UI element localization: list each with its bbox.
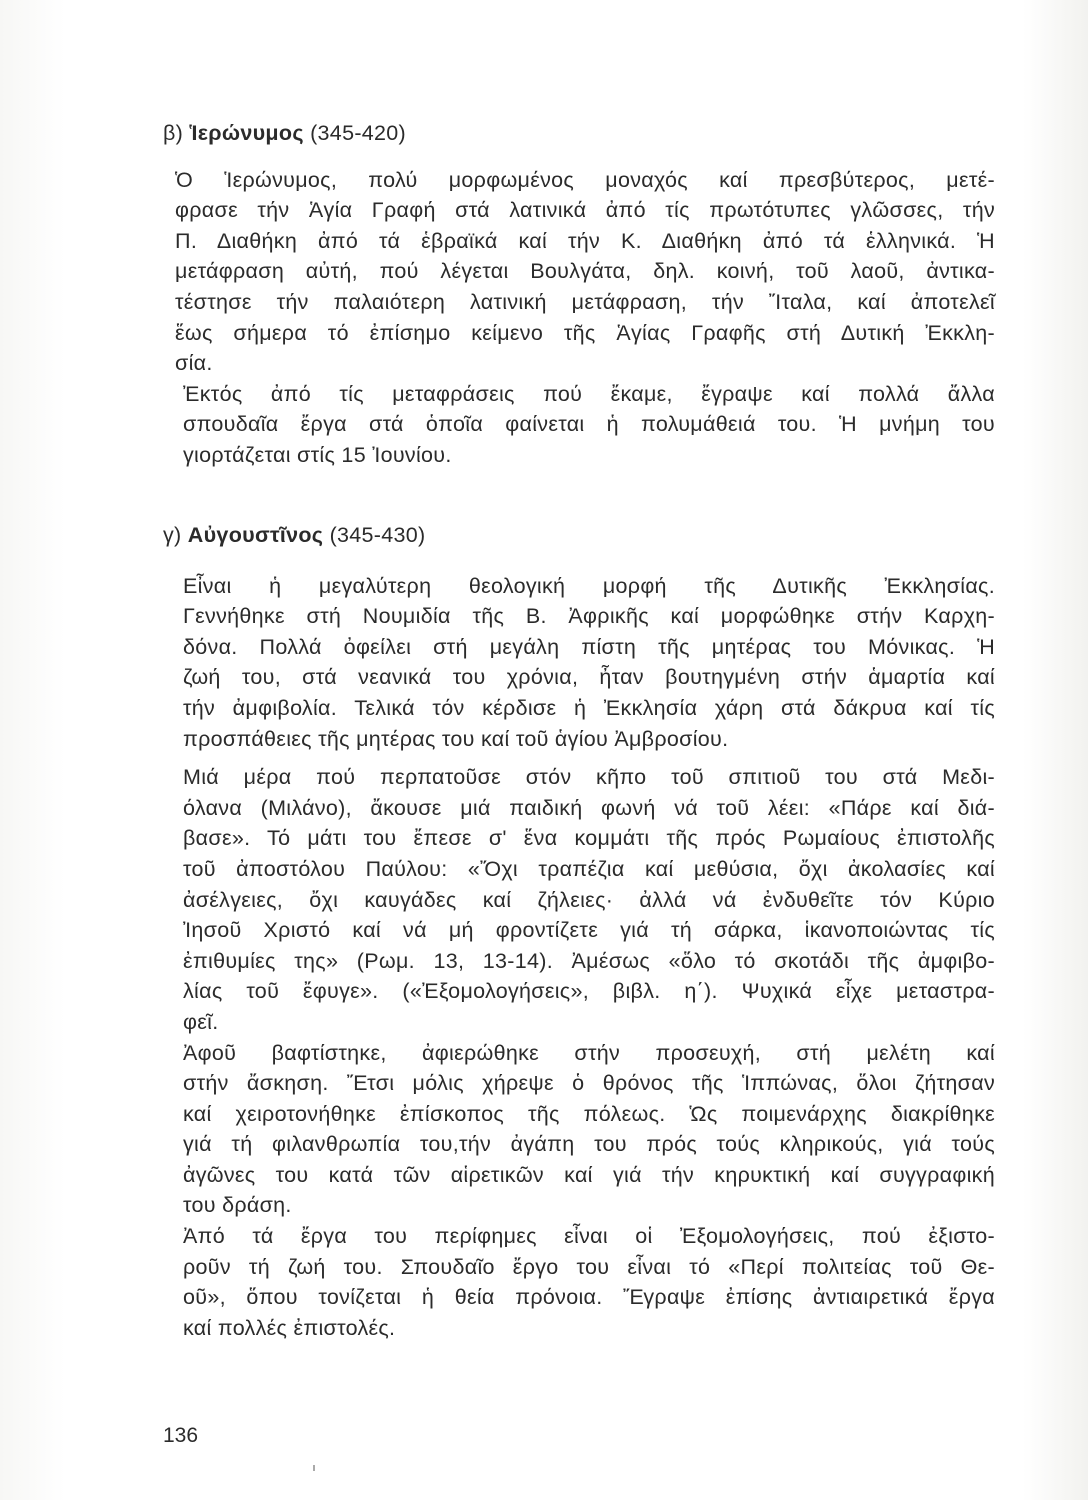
section-marker: β) <box>163 121 184 145</box>
text-line: τοῦ ἀποστόλου Παύλου: «Ὄχι τραπέζια καί μεθύσια, ὄχι ἀκολασίες καί <box>183 856 995 881</box>
text-line: στήν ἄσκηση. Ἔτσι μόλις χήρεψε ὁ θρόνος τῆς Ἱππώνας, ὅλοι ζήτησαν <box>183 1071 995 1096</box>
text-line: ζωή του, στά νεανικά του χρόνια, ἦταν βουτηγμένη στήν ἁμαρτία καί <box>183 665 995 690</box>
text-line: γιορτάζεται στίς 15 Ἰουνίου. <box>183 442 452 467</box>
paragraph <box>163 571 995 755</box>
text-line: Ἐκτός ἀπό τίς μεταφράσεις πού ἔκαμε, ἔγραψε καί πολλά ἄλλα <box>183 381 995 406</box>
section-heading <box>163 520 995 551</box>
section-years: (345-420) <box>310 121 407 145</box>
text-line: σία. <box>175 351 213 376</box>
text-line: γιά τή φιλανθρωπία του,τήν ἀγάπη του πρός τούς κληρικούς, γιά τούς <box>183 1132 995 1157</box>
section-heading <box>163 118 995 149</box>
paragraph <box>163 1038 995 1222</box>
text-line: τήν ἀμφιβολία. Τελικά τόν κέρδισε ἡ Ἐκκλησία χάρη στά δάκρυα καί τίς <box>183 695 995 720</box>
text-line: όλανα (Μιλάνο), ἄκουσε μιά παιδική φωνή νά τοῦ λέει: «Πάρε καί διά- <box>183 795 995 820</box>
paragraph <box>163 165 995 379</box>
text-line: τέστησε τήν παλαιότερη λατινική μετάφραση, τήν Ἴταλα, καί ἀποτελεῖ <box>175 289 995 314</box>
section-years: (345-430) <box>329 523 426 547</box>
text-line: καί πολλές ἐπιστολές. <box>183 1315 396 1340</box>
text-line: του δράση. <box>183 1193 292 1218</box>
text-line: προσπάθειες τῆς μητέρας του καί τοῦ ἁγίου Ἀμβροσίου. <box>183 726 729 751</box>
text-line: Ἰησοῦ Χριστό καί νά μή φροντίζετε γιά τή σάρκα, ἱκανοποιώντας τίς <box>183 918 995 943</box>
text-line: ἀγῶνες του κατά τῶν αἱρετικῶν καί γιά τήν κηρυκτική καί συγγραφική <box>183 1162 995 1187</box>
text-line: Εἶναι ἡ μεγαλύτερη θεολογική μορφή τῆς Δυτικῆς Ἐκκλησίας. <box>183 573 995 598</box>
section-jerome <box>163 118 995 471</box>
section-augustine <box>163 520 995 1343</box>
section-marker: γ) <box>163 523 182 547</box>
section-name: Ἱερώνυμος <box>189 121 304 145</box>
page-number: 136 <box>163 1424 199 1447</box>
text-line: καί χειροτονήθηκε ἐπίσκοπος τῆς πόλεως. Ὡς ποιμενάρχης διακρίθηκε <box>183 1101 995 1126</box>
text-line: δόνα. Πολλά ὀφείλει στή μεγάλη πίστη τῆς μητέρας του Μόνικας. Ἡ <box>183 634 995 659</box>
section-name: Αὐγουστῖνος <box>187 523 324 547</box>
text-line: Ἀπό τά ἔργα του περίφημες εἶναι οἱ Ἐξομολογήσεις, πού ἐξιστο- <box>183 1224 995 1249</box>
print-speck <box>313 1465 315 1471</box>
text-line: ἕως σήμερα τό ἐπίσημο κείμενο τῆς Ἁγίας Γραφῆς στή Δυτική Ἐκκλη- <box>175 320 995 345</box>
text-line: οῦ», ὅπου τονίζεται ἡ θεία πρόνοια. Ἔγραψε ἐπίσης ἀντιαιρετικά ἔργα <box>183 1285 995 1310</box>
paragraph <box>163 762 995 1037</box>
text-line: ἀσέλγειες, ὄχι καυγάδες καί ζήλειες· ἀλλά νά ἐνδυθεῖτε τόν Κύριο <box>183 887 995 912</box>
text-line: ἐπιθυμίες της» (Ρωμ. 13, 13-14). Ἀμέσως «ὅλο τό σκοτάδι τῆς ἀμφιβο- <box>183 948 995 973</box>
paragraph <box>163 1221 995 1343</box>
text-line: σπουδαῖα ἔργα στά ὁποῖα φαίνεται ἡ πολυμάθειά του. Ἡ μνήμη του <box>183 412 995 437</box>
text-line: ροῦν τή ζωή του. Σπουδαῖο ἔργο του εἶναι τό «Περί πολιτείας τοῦ Θε- <box>183 1254 995 1279</box>
text-line: Ὁ Ἱερώνυμος, πολύ μορφωμένος μοναχός καί πρεσβύτερος, μετέ- <box>175 167 995 192</box>
text-line: φρασε τήν Ἁγία Γραφή στά λατινικά ἀπό τίς πρωτότυπες γλῶσσες, τήν <box>175 198 995 223</box>
text-line: βασε». Τό μάτι του ἔπεσε σ' ἕνα κομμάτι τῆς πρός Ρωμαίους ἐπιστολῆς <box>183 826 995 851</box>
text-line: Ἀφοῦ βαφτίστηκε, ἀφιερώθηκε στήν προσευχή, στή μελέτη καί <box>183 1040 995 1065</box>
text-line: φεῖ. <box>183 1009 219 1034</box>
text-line: μετάφραση αὐτή, πού λέγεται Βουλγάτα, δηλ. κοινή, τοῦ λαοῦ, ἀντικα- <box>175 259 995 284</box>
text-line: Γεννήθηκε στή Νουμιδία τῆς Β. Ἀφρικῆς καί μορφώθηκε στήν Καρχη- <box>183 604 995 629</box>
text-line: λίας τοῦ ἔφυγε». («Ἐξομολογήσεις», βιβλ. η΄). Ψυχικά εἶχε μεταστρα- <box>183 979 995 1004</box>
paragraph <box>163 379 995 471</box>
text-line: Μιά μέρα πού περπατοῦσε στόν κῆπο τοῦ σπιτιοῦ του στά Μεδι- <box>183 765 995 790</box>
text-line: Π. Διαθήκη ἀπό τά ἑβραϊκά καί τήν Κ. Διαθήκη ἀπό τά ἑλληνικά. Ἡ <box>175 228 995 253</box>
